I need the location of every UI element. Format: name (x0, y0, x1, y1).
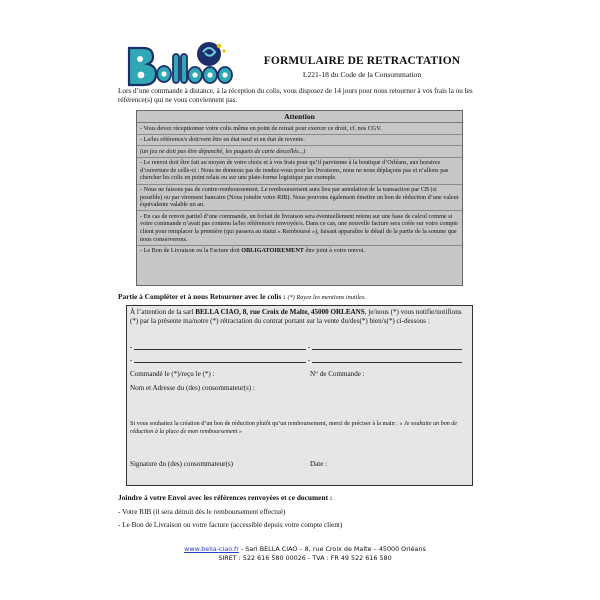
footer-address (140, 545, 470, 553)
attention-item-bold: OBLIGATOIREMENT (241, 247, 304, 255)
join-item-invoice: - Le Bon de Livraison ou votre facture (accessible depuis votre compte client) (118, 521, 343, 529)
page-subtitle: L221-18 du Code de la Consommation (302, 70, 422, 79)
item-field[interactable] (312, 344, 462, 350)
voucher-quote: « Je souhaite un bon de réduction à la place de mon remboursement » (130, 421, 458, 435)
attention-item-last (137, 246, 462, 257)
dash-marker: - (130, 356, 133, 364)
form-attn-suffix: , je/nous (*) vous notifie/notifions (*) par la présente ma/notre (*) rétractation du contrat portant sur la vente du/des(*) bien/s(*) ci-dessous : (130, 308, 462, 326)
attention-item: - Nous ne faisons pas de contre-remboursement. Le remboursement aura lieu par annulation de la transaction par CB (si possible) ou par virement bancaire (Nous joindre votre RIB). Nous pouvons également émettre un bon de réduction d’une valeur équivalente valable un an. (137, 185, 462, 212)
signature-label: Signature du (des) consommateur(s) (130, 460, 234, 468)
attention-item-note: (un jeu ne doit pas être dépunché, les paquets de carte descellés...) (137, 146, 462, 158)
item-field[interactable] (312, 357, 462, 363)
attention-item: - Vous devez réceptionner votre colis même en point de retrait pour exercer ce droit, cf. nos CGV. (137, 123, 462, 135)
item-field[interactable] (134, 344, 306, 350)
name-address-label: Nom et Adresse du (des) consommateur(s) : (130, 384, 255, 392)
item-line-1 (130, 343, 462, 351)
footer-address-text: - Sarl BELLA CIAO – 8, rue Croix de Malte – 45000 Orléans (238, 545, 426, 553)
dash-marker: - (307, 343, 311, 351)
attention-item-text: - Le Bon de Livraison ou la Facture doit (140, 247, 240, 255)
join-title: Joindre à votre Envoi avec les références renvoyées et ce document : (118, 493, 333, 502)
form-section-title (118, 292, 488, 301)
form-section-title-text: Partie à Compléter et à nous Retourner avec le colis : (118, 292, 286, 301)
voucher-instruction (130, 420, 468, 436)
retraction-form (126, 305, 473, 486)
form-attention-paragraph (130, 308, 468, 327)
bellaciao-logo (123, 40, 241, 90)
attention-heading: Attention (137, 111, 462, 123)
intro-paragraph: Lors d’une commande à distance, à la réception du colis, vous disposez de 14 jours pour nous retourner à vos frais la ou les référence(s) qui ne vous conviennent pas. (118, 87, 473, 105)
voucher-text: Si vous souhaitez la création d’un bon de réduction plutôt qu’un remboursement, merci de préciser à la main : (130, 421, 398, 427)
form-attn-prefix: À l’attention de la sarl (130, 308, 194, 316)
attention-item: - Le renvoi doit être fait au moyen de votre choix et à vos frais pour qu’il parvienne à la boutique d’Orléans, aux horaires d’ouverture de celle-ci : Nous ne donnons pas de rendez-vous pour les livraisons, nous ne nous déplaçons pas et n’allons pas chercher les colis en point relais ou sur une plate-forme logistique par exemple. (137, 158, 462, 185)
page-title: FORMULAIRE DE RETRACTATION (263, 55, 461, 67)
date-label: Date : (310, 460, 328, 468)
dash-marker: - (130, 343, 133, 351)
footer-siret: SIRET : 522 616 580 00026 - TVA : FR 49 522 616 580 (218, 554, 392, 562)
item-line-2 (130, 356, 462, 364)
attention-item: - En cas de renvoi partiel d’une commande, un forfait de livraison sera éventuellement retenu sur une base de calcul comme si votre commande n’avait pas contenu la/les référence/s renvoyée/s. Dans ce cas, une nouvelle facture sera créée sur votre compte client pour remplacer la première (qui passera au statut « Remboursé »), faisant apparaître le détail de la partie de la somme que nous conserverons. (137, 211, 462, 245)
ordered-date-label: Commandé le (*)/reçu le (*) : (130, 370, 215, 378)
attention-item-text: être joint à votre renvoi. (305, 247, 366, 255)
join-item-rib: - Votre RIB (il sera détruit dès le remboursement effectué) (118, 508, 286, 516)
form-attn-address: BELLA CIAO, 8, rue Croix de Malte, 45000 ORLEANS (195, 308, 365, 316)
attention-box (136, 110, 463, 286)
form-section-note: (*) Rayez les mentions inutiles. (287, 294, 367, 301)
dash-marker: - (307, 356, 311, 364)
item-field[interactable] (134, 357, 306, 363)
order-number-label: N° de Commande : (310, 370, 365, 378)
attention-item: - La/les référence/s doit/vent être en état neuf et en état de revente. (137, 135, 462, 147)
website-link[interactable]: www.bella-ciao.fr (184, 545, 239, 553)
